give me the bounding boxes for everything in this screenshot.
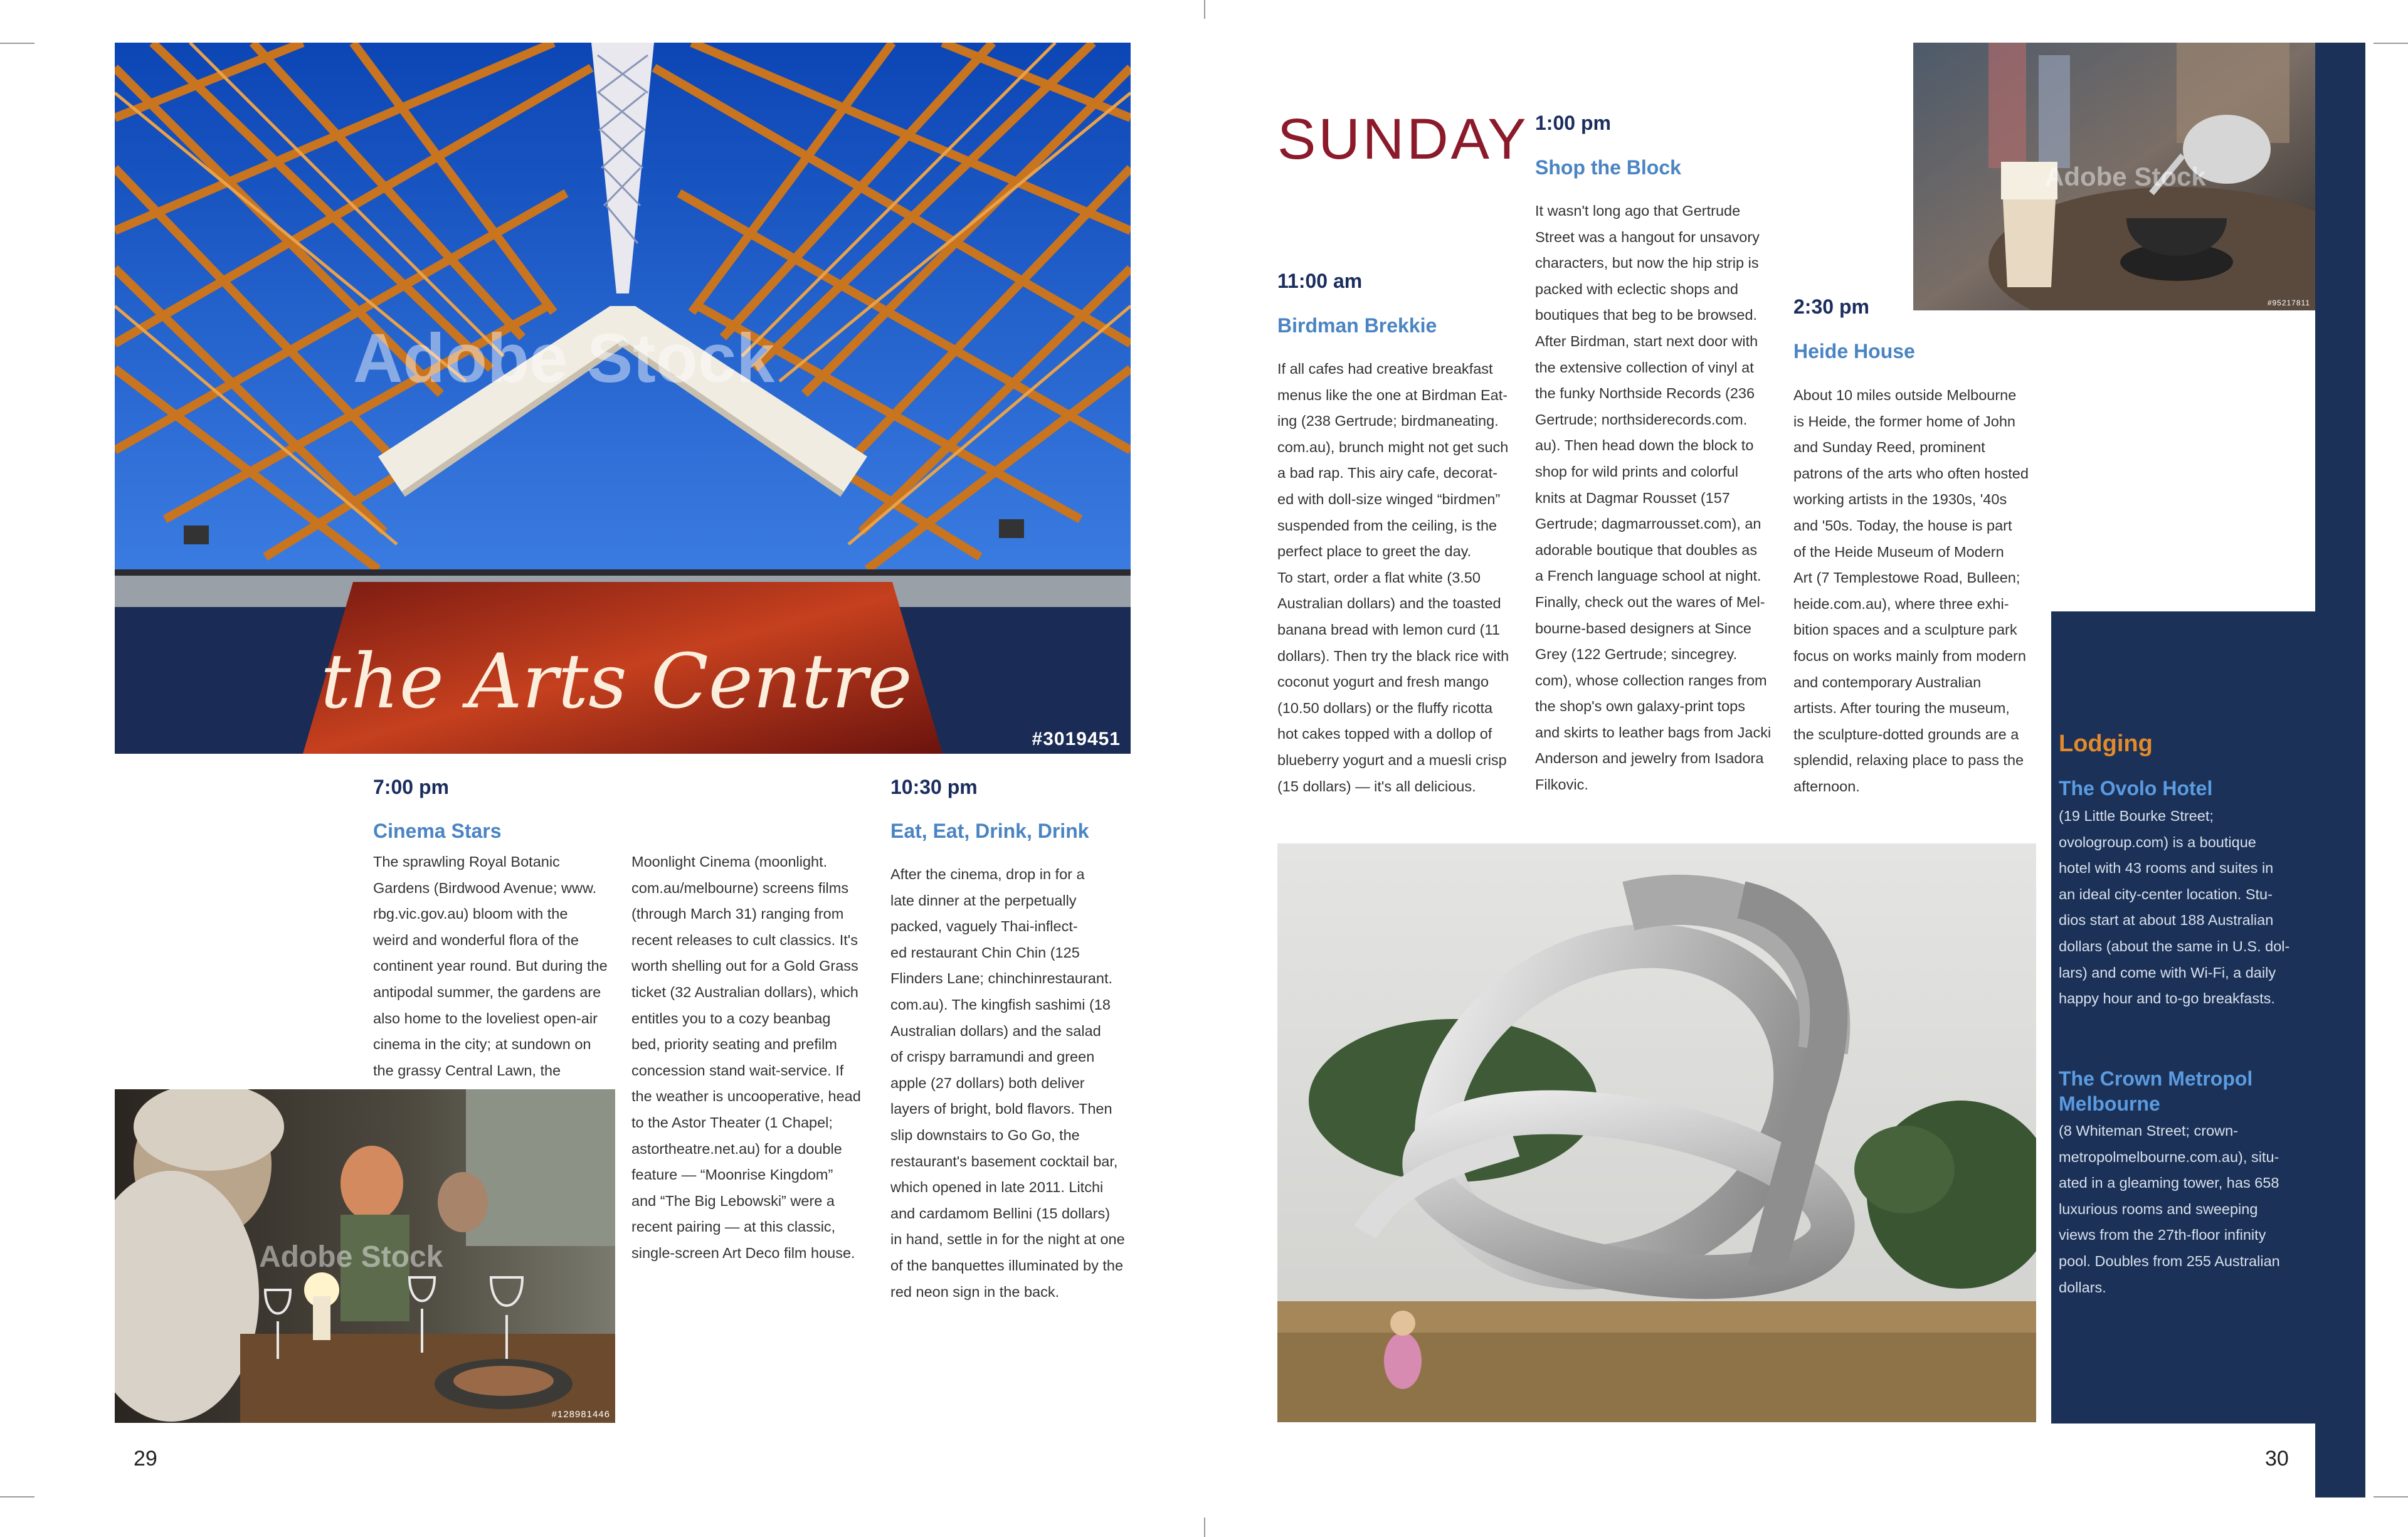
text-line: packed with eclectic shops and [1535, 280, 1738, 297]
text-line: Anderson and jewelry from Isadora [1535, 750, 1764, 767]
text-line: in hand, settle in for the night at one [890, 1231, 1125, 1248]
section-heading: Cinema Stars [373, 820, 502, 842]
text-line: of crispy barramundi and green [890, 1048, 1095, 1065]
text-line: dollars (about the same in U.S. dol- [2059, 938, 2290, 954]
text-line: patrons of the arts who often hosted [1793, 465, 2029, 482]
text-line: (through March 31) ranging from [631, 906, 844, 922]
text-line: restaurant's basement cocktail bar, [890, 1153, 1118, 1170]
text-line: to the Astor Theater (1 Chapel; [631, 1114, 833, 1131]
day-title: SUNDAY [1277, 107, 1529, 171]
crop-mark [1204, 0, 1205, 19]
text-line: working artists in the 1930s, '40s [1793, 491, 2007, 508]
text-line: boutiques that beg to be browsed. [1535, 307, 1758, 324]
text-line: Melbourne [2059, 1092, 2160, 1115]
text-line: au). Then head down the block to [1535, 437, 1754, 454]
text-line: Gardens (Birdwood Avenue; www. [373, 879, 597, 896]
text-line: and Sunday Reed, prominent [1793, 439, 1985, 456]
text-line: (10.50 dollars) or the fluffy ricotta [1277, 699, 1493, 716]
text-line: bed, priority seating and prefilm [631, 1036, 837, 1053]
text-line: coconut yogurt and fresh mango [1277, 673, 1489, 690]
text-line: lars) and come with Wi-Fi, a daily [2059, 964, 2276, 981]
text-line: apple (27 dollars) both deliver [890, 1074, 1085, 1091]
text-line: To start, order a flat white (3.50 [1277, 569, 1481, 586]
page-number: 29 [134, 1447, 157, 1471]
text-line: knits at Dagmar Rousset (157 [1535, 489, 1730, 506]
text-line: hot cakes topped with a dollop of [1277, 726, 1492, 742]
text-line: bourne-based designers at Since [1535, 620, 1751, 636]
text-line: ated in a gleaming tower, has 658 [2059, 1175, 2279, 1191]
section-heading: Heide House [1793, 340, 1915, 362]
text-line: views from the 27th-floor infinity [2059, 1227, 2266, 1244]
text-line: Street was a hangout for unsavory [1535, 228, 1760, 245]
text-line: Flinders Lane; chinchinrestaurant. [890, 970, 1113, 987]
text-line: and “The Big Lebowski” were a [631, 1192, 835, 1209]
text-line: suspended from the ceiling, is the [1277, 517, 1497, 534]
section-heading: Eat, Eat, Drink, Drink [890, 820, 1089, 842]
body-column [1277, 356, 1528, 800]
text-line: com.au). The kingfish sashimi (18 [890, 996, 1111, 1013]
hotel-description [2059, 1118, 2303, 1301]
crop-mark [2374, 43, 2408, 44]
text-line: bition spaces and a sculpture park [1793, 621, 2017, 638]
stock-id: #128981446 [551, 1409, 610, 1420]
text-line: After the cinema, drop in for a [890, 866, 1085, 882]
text-line: metropolmelbourne.com.au), situ- [2059, 1148, 2279, 1165]
text-line: focus on works mainly from modern [1793, 647, 2026, 664]
navy-edge-strip [2315, 43, 2365, 1497]
text-line: com), whose collection ranges from [1535, 672, 1767, 689]
text-line: also home to the loveliest open-air [373, 1010, 598, 1027]
text-line: afternoon. [1793, 778, 1860, 795]
text-line: of the Heide Museum of Modern [1793, 543, 2004, 560]
text-line: artists. After touring the museum, [1793, 700, 2010, 717]
body-column [890, 862, 1141, 1305]
text-line: the sculpture-dotted grounds are a [1793, 726, 2019, 742]
text-line: About 10 miles outside Melbourne [1793, 387, 2017, 403]
body-column [1793, 383, 2044, 800]
text-line: and cardamom Bellini (15 dollars) [890, 1205, 1111, 1222]
text-line: antipodal summer, the gardens are [373, 983, 601, 1000]
arts-centre-sign-text: the Arts Centre [320, 638, 912, 726]
section-heading: Shop the Block [1535, 156, 1681, 179]
text-line: Gertrude; northsiderecords.com. [1535, 411, 1748, 428]
text-line: com.au), brunch might not get such [1277, 438, 1509, 455]
text-line: splendid, relaxing place to pass the [1793, 752, 2024, 769]
hotel-name [2059, 1066, 2252, 1116]
text-line: Art (7 Templestowe Road, Bulleen; [1793, 569, 2020, 586]
sidebar-title: Lodging [2059, 731, 2153, 757]
text-line: It wasn't long ago that Gertrude [1535, 203, 1741, 219]
crop-mark [0, 43, 34, 44]
text-line: red neon sign in the back. [890, 1283, 1060, 1300]
text-line: late dinner at the perpetually [890, 892, 1077, 909]
crop-mark [1204, 1518, 1205, 1537]
text-line: dollars). Then try the black rice with [1277, 647, 1509, 664]
text-line: After Birdman, start next door with [1535, 332, 1758, 349]
text-line: the grassy Central Lawn, the [373, 1062, 561, 1079]
text-line: banana bread with lemon curd (11 [1277, 621, 1500, 638]
text-line: Australian dollars) and the salad [890, 1022, 1101, 1039]
arts-centre-photo [115, 43, 1131, 754]
text-line: The sprawling Royal Botanic [373, 853, 560, 870]
text-line: ed with doll-size winged “birdmen” [1277, 490, 1501, 507]
watermark-text: Adobe Stock [353, 320, 775, 397]
text-line: packed, vaguely Thai-inflect- [890, 918, 1078, 935]
text-line: perfect place to greet the day. [1277, 543, 1472, 560]
text-line: feature — “Moonrise Kingdom” [631, 1166, 833, 1183]
text-line: dollars. [2059, 1279, 2106, 1296]
body-column [631, 849, 882, 1267]
hotel-name: The Ovolo Hotel [2059, 777, 2213, 800]
text-line: a French language school at night. [1535, 568, 1761, 584]
text-line: and contemporary Australian [1793, 673, 1982, 690]
text-line: Australian dollars) and the toasted [1277, 595, 1501, 612]
text-line: Filkovic. [1535, 776, 1588, 793]
body-column [373, 849, 624, 1084]
text-line: rbg.vic.gov.au) bloom with the [373, 906, 568, 922]
body-column [1535, 198, 1786, 798]
text-line: blueberry yogurt and a muesli crisp [1277, 751, 1507, 768]
text-line: pool. Doubles from 255 Australian [2059, 1252, 2280, 1269]
section-time: 1:00 pm [1535, 112, 1611, 134]
text-line: layers of bright, bold flavors. Then [890, 1101, 1112, 1117]
text-line: astortheatre.net.au) for a double [631, 1140, 842, 1157]
watermark-text: Adobe Stock [259, 1240, 443, 1274]
text-line: continent year round. But during the [373, 958, 608, 974]
stock-id: #95217811 [2267, 298, 2310, 307]
text-line: The Crown Metropol [2059, 1067, 2253, 1090]
dining-photo [115, 1089, 615, 1423]
text-line: Moonlight Cinema (moonlight. [631, 853, 828, 870]
text-line: luxurious rooms and sweeping [2059, 1200, 2258, 1217]
text-line: Grey (122 Gertrude; sincegrey. [1535, 646, 1738, 663]
text-line: shop for wild prints and colorful [1535, 463, 1738, 480]
hotel-description [2059, 803, 2303, 1012]
text-line: entitles you to a cozy beanbag [631, 1010, 831, 1027]
text-line: ed restaurant Chin Chin (125 [890, 944, 1080, 961]
text-line: the funky Northside Records (236 [1535, 385, 1755, 402]
stock-id: #3019451 [1032, 729, 1121, 749]
lodging-sidebar [2051, 611, 2315, 1423]
text-line: (15 dollars) — it's all delicious. [1277, 778, 1476, 795]
text-line: com.au/melbourne) screens films [631, 879, 849, 896]
text-line: a bad rap. This airy cafe, decorat- [1277, 465, 1497, 482]
text-line: an ideal city-center location. Stu- [2059, 885, 2273, 902]
text-line: single-screen Art Deco film house. [631, 1244, 855, 1261]
text-line: ing (238 Gertrude; birdmaneating. [1277, 413, 1499, 430]
text-line: the extensive collection of vinyl at [1535, 359, 1754, 376]
text-line: ovologroup.com) is a boutique [2059, 833, 2256, 850]
text-line: (8 Whiteman Street; crown- [2059, 1122, 2239, 1139]
text-line: ticket (32 Australian dollars), which [631, 983, 858, 1000]
watermark-text: Adobe Stock [2045, 162, 2206, 191]
text-line: worth shelling out for a Gold Grass [631, 958, 858, 974]
text-line: cinema in the city; at sundown on [373, 1036, 591, 1053]
coffee-photo [1913, 43, 2315, 310]
section-time: 10:30 pm [890, 776, 978, 798]
text-line: Finally, check out the wares of Mel- [1535, 593, 1765, 610]
text-line: which opened in late 2011. Litchi [890, 1179, 1104, 1196]
text-line: recent pairing — at this classic, [631, 1218, 836, 1235]
text-line: the weather is uncooperative, head [631, 1088, 861, 1105]
text-line: recent releases to cult classics. It's [631, 931, 858, 948]
page-number: 30 [2265, 1447, 2289, 1471]
sculpture-photo [1277, 843, 2036, 1422]
text-line: adorable boutique that doubles as [1535, 541, 1758, 558]
section-time: 11:00 am [1277, 270, 1363, 292]
crop-mark [0, 1496, 34, 1497]
text-line: is Heide, the former home of John [1793, 413, 2015, 430]
text-line: Gertrude; dagmarrousset.com), an [1535, 515, 1761, 532]
text-line: happy hour and to-go breakfasts. [2059, 990, 2275, 1007]
text-line: characters, but now the hip strip is [1535, 255, 1759, 272]
text-line: heide.com.au), where three exhi- [1793, 595, 2009, 612]
text-line: hotel with 43 rooms and suites in [2059, 860, 2274, 877]
text-line: dios start at about 188 Australian [2059, 912, 2274, 929]
text-line: weird and wonderful flora of the [373, 931, 579, 948]
section-time: 7:00 pm [373, 776, 449, 798]
text-line: menus like the one at Birdman Eat- [1277, 386, 1508, 403]
crop-mark [2374, 1496, 2408, 1497]
section-time: 2:30 pm [1793, 295, 1869, 318]
text-line: and skirts to leather bags from Jacki [1535, 724, 1772, 741]
text-line: If all cafes had creative breakfast [1277, 361, 1493, 377]
text-line: of the banquettes illuminated by the [890, 1257, 1124, 1274]
text-line: and '50s. Today, the house is part [1793, 517, 2012, 534]
text-line: slip downstairs to Go Go, the [890, 1126, 1080, 1143]
section-heading: Birdman Brekkie [1277, 314, 1437, 337]
text-line: the shop's own galaxy-print tops [1535, 698, 1745, 715]
text-line: concession stand wait-service. If [631, 1062, 844, 1079]
text-line: (19 Little Bourke Street; [2059, 808, 2214, 824]
